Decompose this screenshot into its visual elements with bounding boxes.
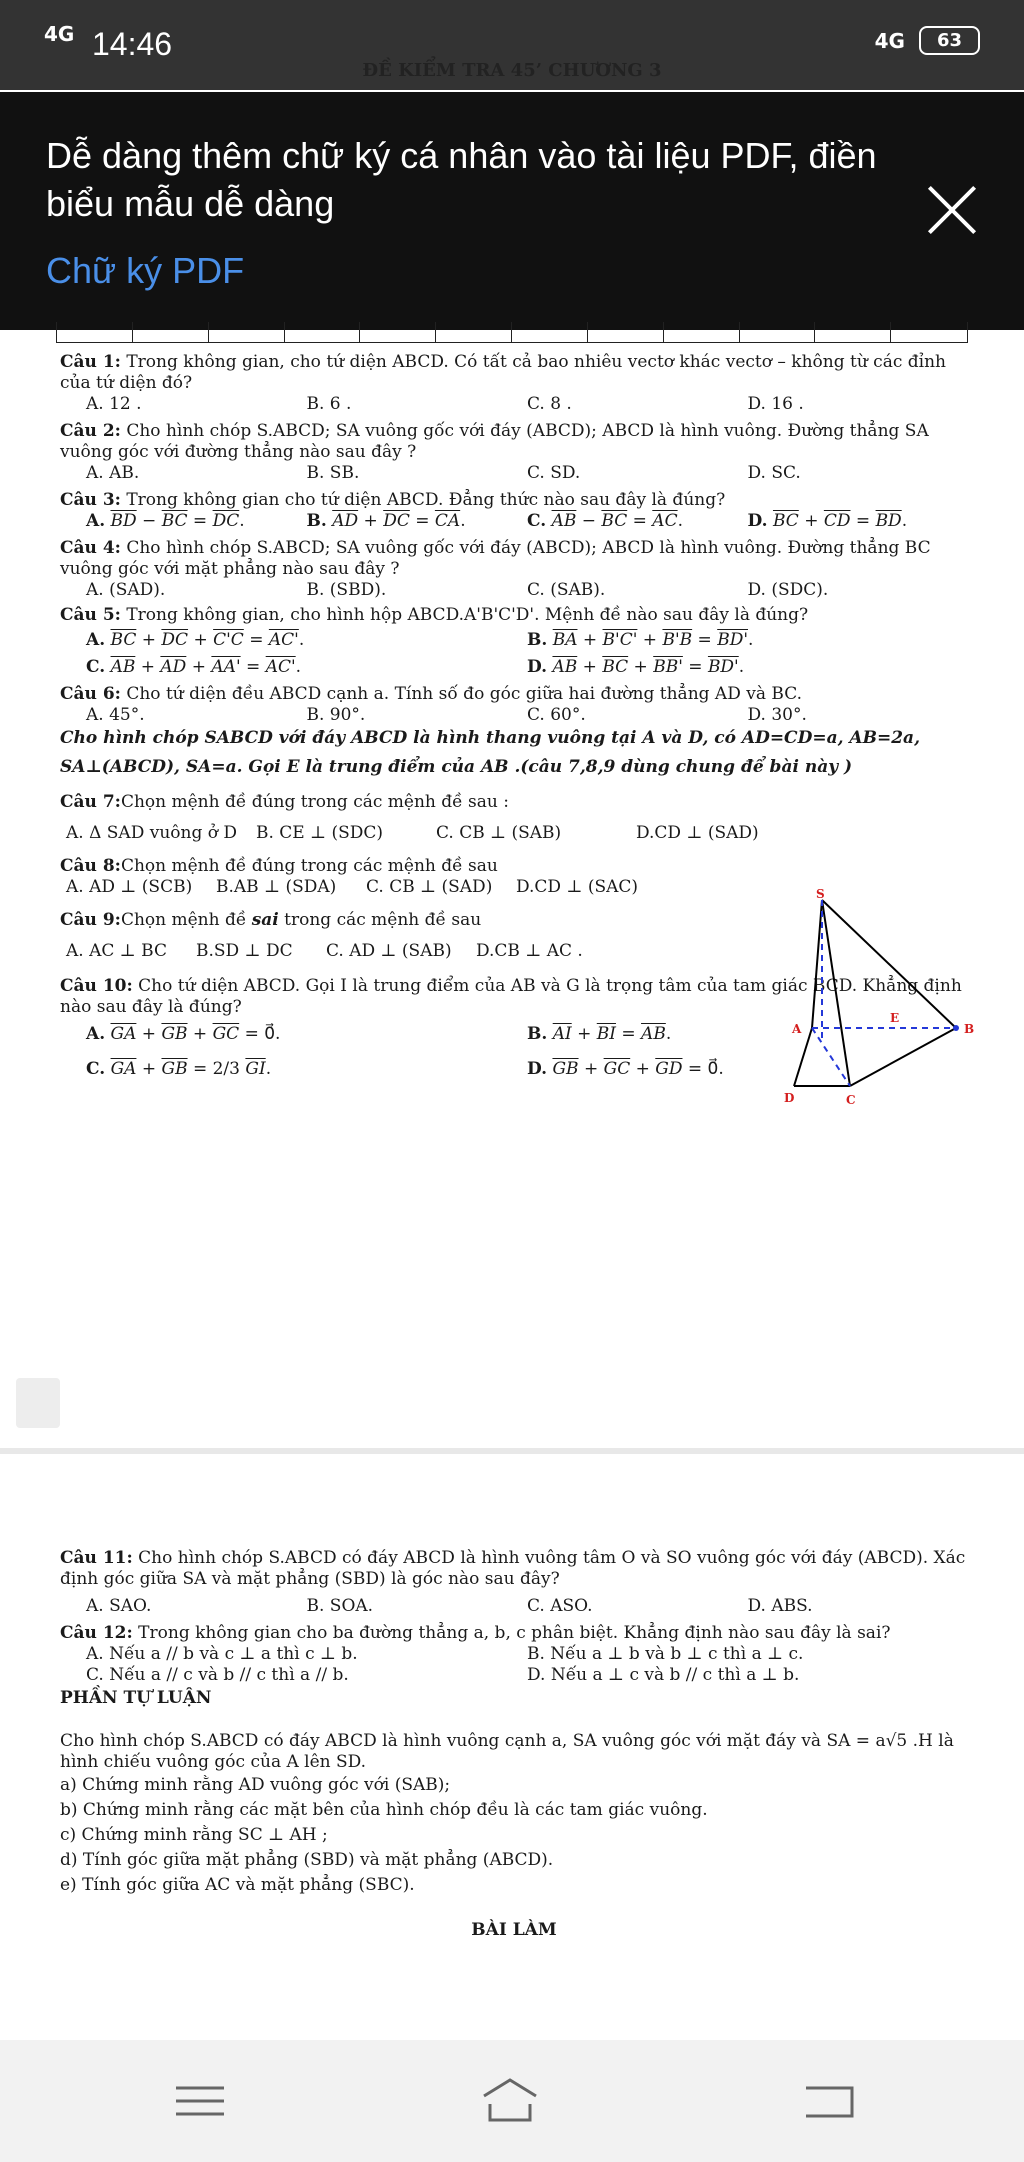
label-d: D: [784, 1091, 795, 1105]
shared-intro-line-2: SA⊥(ABCD), SA=a. Gọi E là trung điểm của AB .(câu 7,8,9 dùng chung để bài này ): [60, 757, 853, 777]
question-10-options-cd: C. $\overline{GA} + \overline{GB} = 2/3$ $\overline{GI}$. D. $\overline{GB} + \overline{GC} + \overline{GD}$ = 0⃗.: [86, 1059, 724, 1079]
question-8: Câu 8:Chọn mệnh đề đúng trong các mệnh đề sau: [60, 856, 498, 876]
question-3-options: A. $\overline{BD} - \overline{BC} = \overline{DC}$. B. $\overline{AD} + \overline{DC} = \overline{CA}$. C. $\overline{AB} - \overline{BC} = \overline{AC}$. D. $\overline{BC} + \overline{CD} = \overline{BD}$.: [86, 511, 908, 531]
shared-intro-line-1: Cho hình chóp SABCD với đáy ABCD là hình thang vuông tại A và D, có AD=CD=a, AB=2a,: [60, 728, 920, 748]
back-icon[interactable]: [800, 2076, 860, 2126]
essay-intro: Cho hình chóp S.ABCD có đáy ABCD là hình vuông cạnh a, SA vuông góc với mặt đáy và SA = a√5 .H là hình chiếu vuông góc của A lên SD.: [60, 1731, 954, 1772]
question-4-options: A. (SAD). B. (SBD). C. (SAB). D. (SDC).: [86, 580, 829, 600]
question-12-options-cd: C. Nếu a // c và b // c thì a // b. D. Nếu a ⊥ c và b // c thì a ⊥ b.: [86, 1665, 800, 1685]
question-2-options: A. AB. B. SB. C. SD. D. SC.: [86, 463, 801, 483]
essay-heading: PHẦN TỰ LUẬN: [60, 1688, 212, 1708]
question-7-options: A. Δ SAD vuông ở D B. CE ⊥ (SDC) C. CB ⊥ (SAB) D.CD ⊥ (SAD): [66, 823, 759, 843]
answer-grid: [56, 322, 968, 343]
close-icon[interactable]: [926, 184, 978, 236]
question-6: Câu 6: Cho tứ diện đều ABCD cạnh a. Tính số đo góc giữa hai đường thẳng AD và BC.: [60, 684, 802, 704]
label-b: B: [964, 1022, 975, 1036]
promo-banner: [0, 92, 1024, 330]
question-5-options-cd: C. $\overline{AB} + \overline{AD} + AA' = AC'$. D. $\overline{AB} + \overline{BC} + BB' = BD'$.: [86, 657, 745, 677]
question-7: Câu 7:Chọn mệnh đề đúng trong các mệnh đề sau :: [60, 792, 509, 812]
answer-heading: BÀI LÀM: [471, 1920, 557, 1940]
question-8-options: A. AD ⊥ (SCB) B.AB ⊥ (SDA) C. CB ⊥ (SAD) D.CD ⊥ (SAC): [66, 877, 639, 897]
document-page-2: [60, 1548, 968, 1941]
network-indicator: 4G: [44, 22, 75, 46]
question-1-options: A. 12 . B. 6 . C. 8 . D. 16 .: [86, 394, 804, 414]
question-12: Câu 12: Trong không gian cho ba đường thẳng a, b, c phân biệt. Khẳng định nào sau đây là sai?: [60, 1623, 891, 1643]
label-s: S: [816, 887, 825, 901]
menu-icon[interactable]: [170, 2076, 230, 2126]
home-icon[interactable]: [480, 2076, 540, 2126]
question-11: Câu 11: Cho hình chóp S.ABCD có đáy ABCD là hình vuông tâm O và SO vuông góc với đáy (ABCD). Xác định góc giữa SA và mặt phẳng (SBD) là góc nào sau đây?: [60, 1548, 966, 1589]
clock: 14:46: [92, 26, 173, 62]
question-5: Câu 5: Trong không gian, cho hình hộp ABCD.A'B'C'D'. Mệnh đề nào sau đây là đúng?: [60, 605, 809, 625]
essay-part-c: c) Chứng minh rằng SC ⊥ AH ;: [60, 1825, 328, 1845]
question-4: Câu 4: Cho hình chóp S.ABCD; SA vuông gốc với đáy (ABCD); ABCD là hình vuông. Đường thẳng BC vuông góc với mặt phẳng nào sau đây ?: [60, 538, 931, 579]
question-9: Câu 9:Chọn mệnh đề sai trong các mệnh đề sau: [60, 910, 482, 930]
label-e: E: [890, 1011, 900, 1025]
question-11-options: A. SAO. B. SOA. C. ASO. D. ABS.: [86, 1596, 813, 1616]
label-c: C: [846, 1093, 856, 1107]
question-12-options-ab: A. Nếu a // b và c ⊥ a thì c ⊥ b. B. Nếu a ⊥ b và b ⊥ c thì a ⊥ c.: [86, 1644, 804, 1664]
essay-part-b: b) Chứng minh rằng các mặt bên của hình chóp đều là các tam giác vuông.: [60, 1800, 708, 1820]
network-indicator-right: 4G: [874, 28, 905, 53]
question-10: Câu 10: Cho tứ diện ABCD. Gọi I là trung điểm của AB và G là trọng tâm của tam giác BCD. Khẳng định nào sau đây là đúng?: [60, 976, 962, 1017]
question-10-options-ab: A. $\overline{GA} + \overline{GB} + \overline{GC}$ = 0⃗. B. $\overline{AI} + \overline{BI} = \overline{AB}$.: [86, 1024, 672, 1044]
question-5-options-ab: A. $\overline{BC} + \overline{DC} + C'C = AC'$. B. $\overline{BA} + B'C' + B'B = BD'$.: [86, 630, 754, 650]
document-title: ĐỀ KIỂM TRA 45’ CHƯƠNG 3: [362, 60, 662, 81]
essay-part-d: d) Tính góc giữa mặt phẳng (SBD) và mặt phẳng (ABCD).: [60, 1850, 554, 1870]
navigation-bar: [0, 2040, 1024, 2162]
essay-part-e: e) Tính góc giữa AC và mặt phẳng (SBC).: [60, 1875, 415, 1895]
pdf-signature-link[interactable]: Chữ ký PDF: [46, 250, 245, 291]
pyramid-figure: [770, 887, 980, 1107]
banner-message: Dễ dàng thêm chữ ký cá nhân vào tài liệu PDF, điền biểu mẫu dễ dàng: [46, 135, 877, 224]
page-separator: [0, 1448, 1024, 1454]
label-a: A: [792, 1022, 802, 1036]
question-6-options: A. 45°. B. 90°. C. 60°. D. 30°.: [86, 705, 807, 725]
question-9-options: A. AC ⊥ BC B.SD ⊥ DC C. AD ⊥ (SAB) D.CB ⊥ AC .: [66, 941, 583, 961]
question-3: Câu 3: Trong không gian cho tứ diện ABCD. Đẳng thức nào sau đây là đúng?: [60, 490, 726, 510]
page-thumbnail[interactable]: [16, 1378, 60, 1428]
battery-icon: 63: [919, 26, 980, 55]
question-1: Câu 1: Trong không gian, cho tứ diện ABCD. Có tất cả bao nhiêu vectơ khác vectơ – không từ các đỉnh của tứ diện đó?: [60, 352, 946, 393]
question-2: Câu 2: Cho hình chóp S.ABCD; SA vuông gốc với đáy (ABCD); ABCD là hình vuông. Đường thẳng SA vuông góc với đường thẳng nào sau đây ?: [60, 421, 929, 462]
essay-part-a: a) Chứng minh rằng AD vuông góc với (SAB);: [60, 1775, 451, 1795]
